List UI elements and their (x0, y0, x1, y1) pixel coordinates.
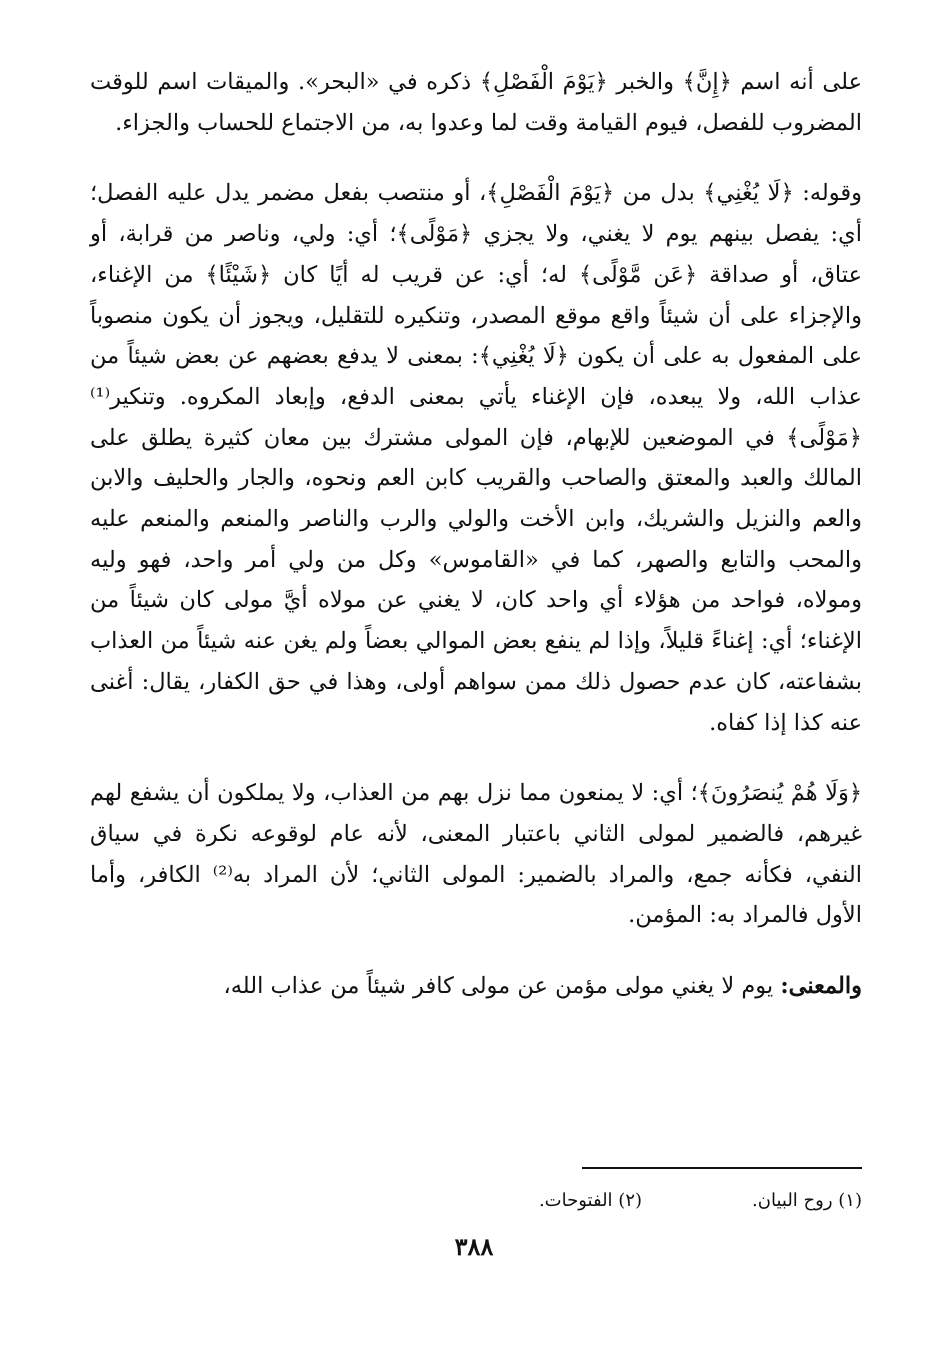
paragraph-4 (90, 966, 862, 1007)
footnote-2 (539, 1186, 642, 1216)
page-number: ٣٨٨ (454, 1232, 494, 1261)
footnote-1-marker: (١) (838, 1190, 862, 1211)
footnote-1 (752, 1186, 862, 1216)
paragraph-1: على أنه اسم ﴿إِنَّ﴾ والخبر ﴿يَوْمَ الْفَصْلِ﴾ ذكره في «البحر». والميقات اسم للوقت المضروب للفصل، فيوم القيامة وقت لما وعدوا به، من الاجتماع للحساب والجزاء. (90, 69, 862, 136)
closing-lead: والمعنى: (780, 973, 862, 1000)
footnote-2-marker: (٢) (618, 1190, 643, 1211)
closing-text: يوم لا يغني مولى مؤمن عن مولى كافر شيئاً من عذاب الله، (223, 973, 781, 1000)
footnotes (302, 1186, 862, 1216)
page-body (90, 62, 862, 1007)
paragraph-2: وقوله: ﴿لَا يُغْنِي﴾ بدل من ﴿يَوْمَ الْفَصْلِ﴾، أو منتصب بفعل مضمر يدل عليه الفصل؛ أي: يفصل بينهم يوم لا يغني، ولا يجزي ﴿مَوْلًى﴾؛ أي: ولي، وناصر من قرابة، أو عتاق، أو صداقة ﴿عَن مَّوْلًى﴾ له؛ أي: عن قريب له أيًا كان ﴿شَيْئًا﴾ من الإغناء، والإجزاء على أن شيئاً واقع موقع المصدر، وتنكيره للتقليل، ويجوز أن يكون منصوباً على المفعول به على أن يكون ﴿لَا يُغْنِي﴾: بمعنى لا يدفع بعضهم عن بعض شيئاً من عذاب الله، ولا يبعده، فإن الإغناء يأتي بمعنى الدفع، وإبعاد المكروه. وتنكير⁽¹⁾ ﴿مَوْلًى﴾ في الموضعين للإبهام، فإن المولى مشترك بين معان كثيرة يطلق على المالك والعبد والمعتق والصاحب والقريب كابن العم ونحوه، والجار والحليف والابن والعم والنزيل والشريك، وابن الأخت والولي والرب والناصر والمنعم والمنعم عليه والمحب والتابع والصهر، كما في «القاموس» وكل من ولي أمر واحد، فهو وليه ومولاه، فواحد من هؤلاء أي واحد كان، لا يغني عن مولاه أيَّ مولى كان شيئاً من الإغناء؛ أي: إغناءً قليلاً، وإذا لم ينفع بعض الموالي بعضاً ولم يغن عنه شيئاً من العذاب بشفاعته، كان عدم حصول ذلك ممن سواهم أولى، وهذا في حق الكفار، يقال: أغنى عنه كذا إذا كفاه. (90, 180, 862, 736)
footnote-1-text: روح البيان. (752, 1190, 833, 1211)
footnote-divider (582, 1167, 862, 1169)
footnote-2-text: الفتوحات. (538, 1190, 613, 1211)
paragraph-3: ﴿وَلَا هُمْ يُنصَرُونَ﴾؛ أي: لا يمنعون مما نزل بهم من العذاب، ولا يملكون أن يشفع لهم غيرهم، فالضمير لمولى الثاني باعتبار المعنى، لأنه عام لوقوعه نكرة في سياق النفي، فكأنه جمع، والمراد بالضمير: المولى الثاني؛ لأن المراد به⁽²⁾ الكافر، وأما الأول فالمراد به: المؤمن. (90, 780, 862, 929)
